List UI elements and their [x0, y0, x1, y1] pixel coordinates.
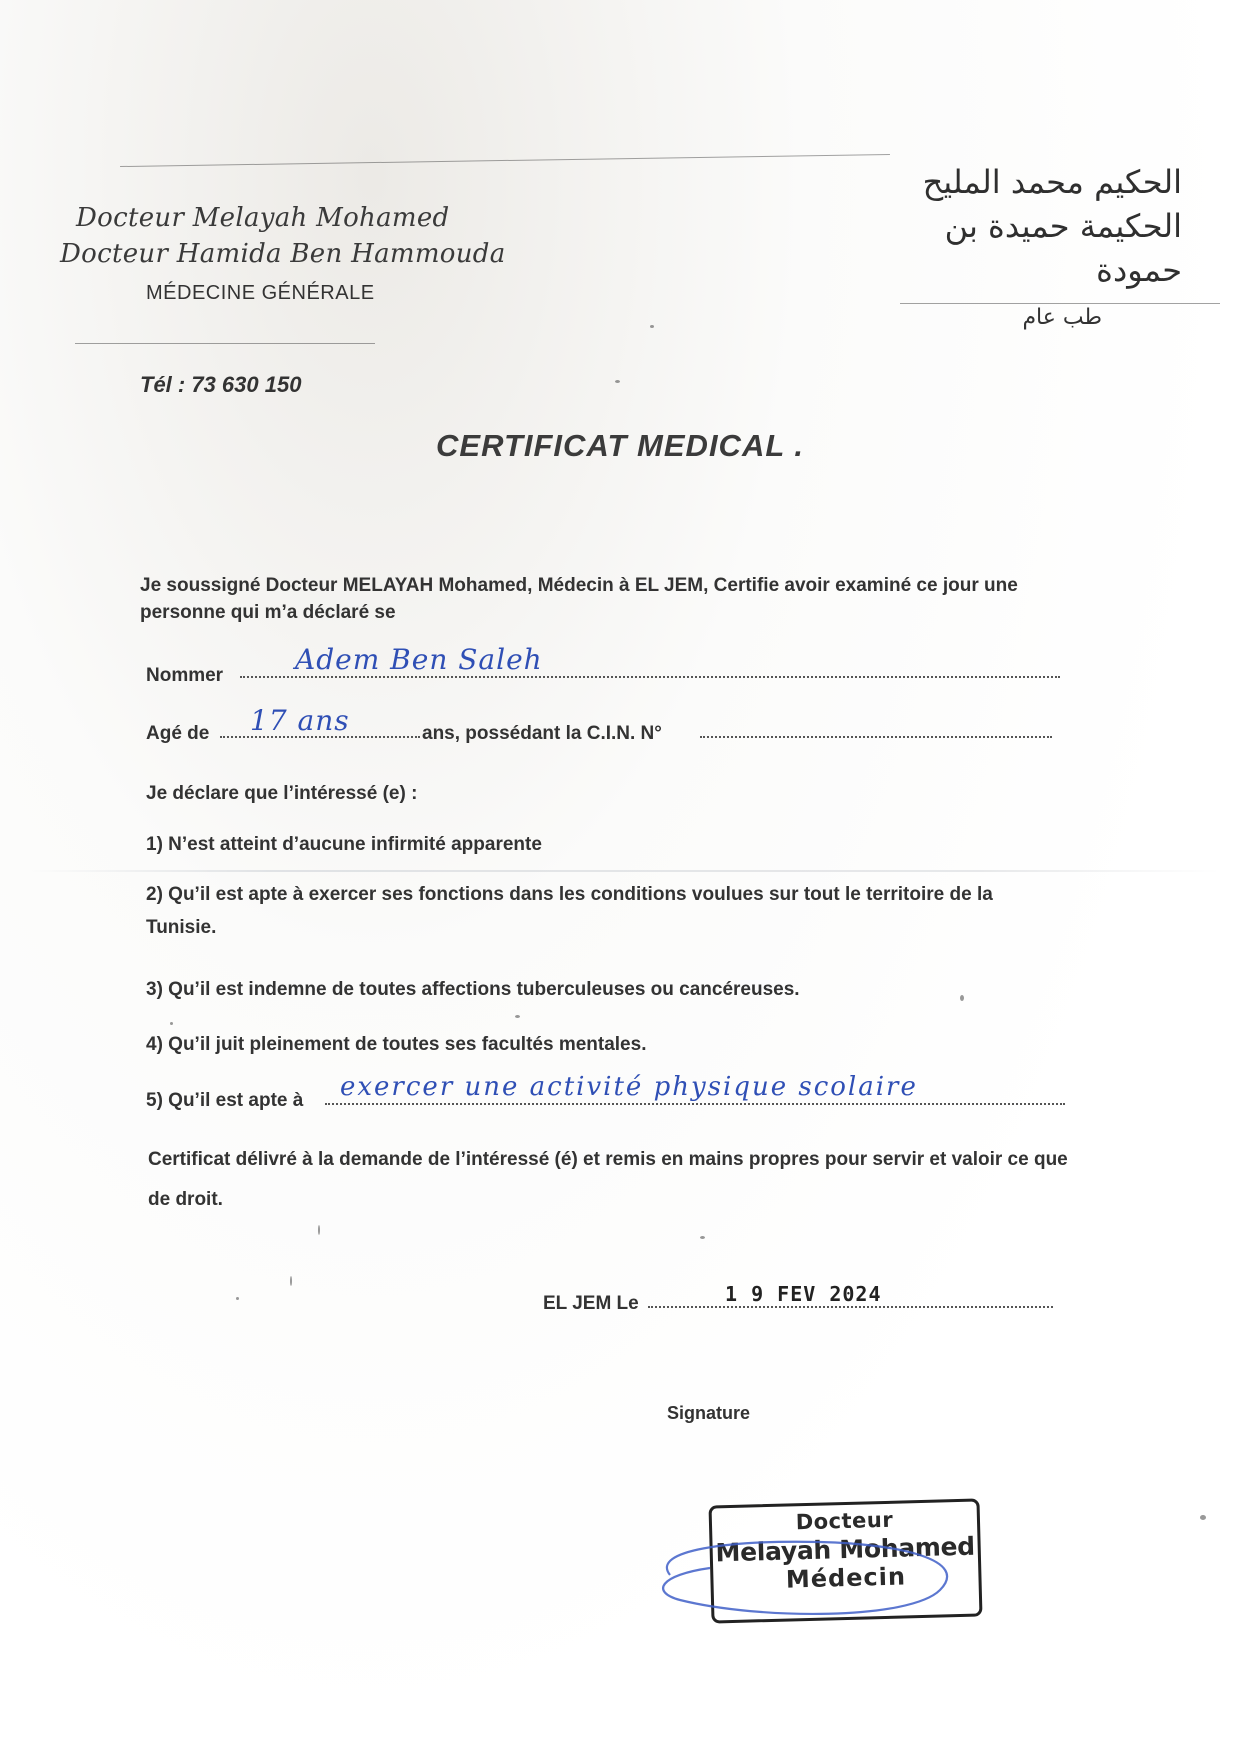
- scan-speck: [960, 995, 964, 1001]
- specialty: MÉDECINE GÉNÉRALE: [146, 282, 375, 304]
- list-item-5: 5) Qu’il est apte à: [146, 1090, 304, 1111]
- stamp-line-1: Docteur: [795, 1507, 894, 1535]
- list-item-4: 4) Qu’il juit pleinement de toutes ses facultés mentales.: [146, 1034, 647, 1055]
- document-title: CERTIFICAT MEDICAL .: [436, 428, 804, 463]
- doctor-name-2: Docteur Hamida Ben Hammouda: [60, 239, 506, 269]
- scan-speck: [290, 1276, 292, 1286]
- closing-paragraph: Certificat délivré à la demande de l’intéressé (é) et remis en mains propres pour servir et valoir ce que de droit.: [148, 1149, 1068, 1210]
- scan-speck: [1200, 1515, 1206, 1520]
- name-fill-line: [240, 676, 1060, 678]
- arabic-doctor-name-2: الحكيمة حميدة بن حمودة: [944, 207, 1182, 289]
- cin-fill-line: [700, 736, 1052, 738]
- stamp-line-3: Médecin: [785, 1562, 907, 1594]
- scan-speck: [236, 1297, 239, 1300]
- doctor-name-1: Docteur Melayah Mohamed: [76, 203, 450, 233]
- paper-fold: [30, 870, 1220, 872]
- arabic-specialty: طب عام: [1022, 305, 1102, 330]
- top-rule: [120, 154, 890, 167]
- intro-paragraph: Je soussigné Docteur MELAYAH Mohamed, Médecin à EL JEM, Certifie avoir examiné ce jour une personne qui m’a déclaré se: [140, 575, 1018, 623]
- scan-speck: [650, 325, 654, 328]
- phone-number: Tél : 73 630 150: [140, 372, 302, 397]
- age-suffix-label: ans, possédant la C.I.N. N°: [422, 723, 662, 744]
- scan-speck: [318, 1225, 320, 1235]
- age-label: Agé de: [146, 723, 210, 744]
- header-left-rule: [75, 343, 375, 344]
- item5-handwritten-value: exercer une activité physique scolaire: [340, 1072, 918, 1102]
- scan-speck: [700, 1236, 705, 1239]
- item5-fill-line: [325, 1103, 1065, 1105]
- signature-scribble: [640, 1520, 980, 1630]
- scan-speck: [170, 1022, 173, 1025]
- name-label: Nommer: [146, 665, 224, 686]
- age-handwritten-value: 17 ans: [250, 704, 350, 737]
- scan-speck: [515, 1015, 520, 1018]
- name-handwritten-value: Adem Ben Saleh: [295, 643, 543, 676]
- list-item-1: 1) N’est atteint d’aucune infirmité apparente: [146, 834, 542, 855]
- arabic-doctor-name-1: الحكيم محمد المليح: [922, 163, 1182, 201]
- stamp-line-2: Melayah Mohamed: [715, 1531, 976, 1568]
- list-item-2: 2) Qu’il est apte à exercer ses fonctions dans les conditions voulues sur tout le territoire de la Tunisie.: [146, 884, 993, 938]
- letterhead-french: [60, 200, 506, 305]
- declaration-heading: Je déclare que l’intéressé (e) :: [146, 783, 418, 804]
- date-stamp: 1 9 FEV 2024: [725, 1282, 882, 1306]
- place-label: EL JEM Le: [543, 1293, 639, 1314]
- letterhead-arabic: [882, 160, 1182, 340]
- scan-speck: [615, 380, 620, 383]
- signature-label: Signature: [667, 1403, 751, 1423]
- date-fill-line: [648, 1306, 1053, 1308]
- list-item-3: 3) Qu’il est indemne de toutes affections tuberculeuses ou cancéreuses.: [146, 979, 800, 1000]
